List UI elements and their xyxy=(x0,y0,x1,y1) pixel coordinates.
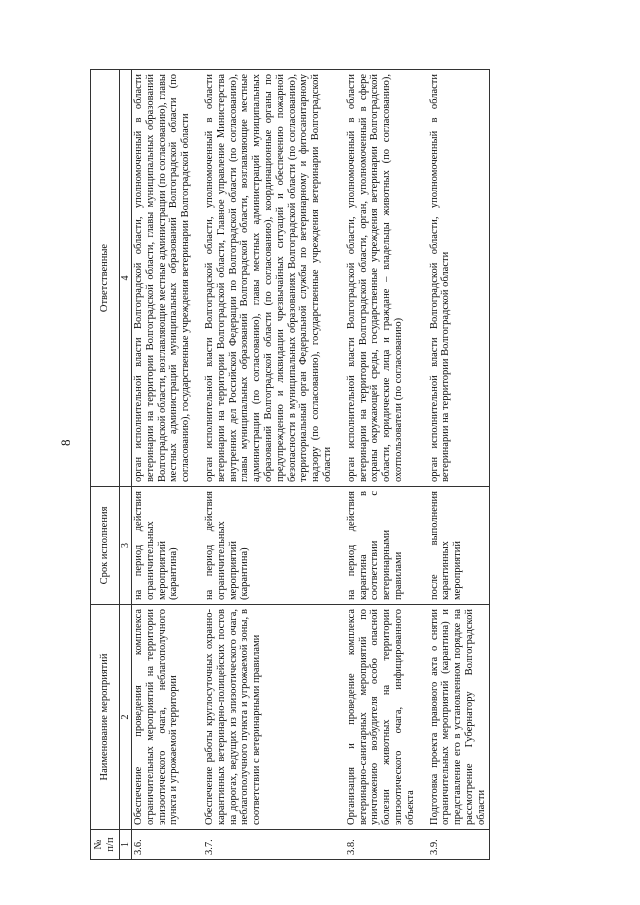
table-row xyxy=(203,70,335,860)
document-sheet xyxy=(90,70,624,860)
row-term: на период действия карантина в соответствии с ветеринарными правилами xyxy=(345,487,418,605)
row-number: 3.8. xyxy=(345,830,418,860)
header-term: Срок исполнения xyxy=(91,487,120,605)
row-measure: Обеспечение проведения комплекса ограничительных мероприятий на территории эпизоотического очага, неблагополучного пункта и угрожаемой территории xyxy=(132,605,193,830)
row-number: 3.7. xyxy=(203,830,335,860)
row-measure: Организация и проведение комплекса ветеринарно-санитарных мероприятий по уничтожению возбудителя особо опасной болезни животных на территории эпизоотического очага, инфицированного объекта xyxy=(345,605,418,830)
column-number: 4 xyxy=(120,70,132,487)
column-number: 3 xyxy=(120,487,132,605)
row-number: 3.9. xyxy=(428,830,489,860)
header-responsible: Ответственные xyxy=(91,70,120,487)
table-row xyxy=(132,70,193,860)
row-measure: Подготовка проекта правового акта о снятии ограничительных мероприятий (карантина) и представление его в установленном порядке на рассмотрение Губернатору Волгоградской области xyxy=(428,605,489,830)
row-term: на период действия ограничительных мероприятий (карантина) xyxy=(203,487,335,605)
row-responsible: орган исполнительной власти Волгоградской области, уполномоченный в области ветеринарии на территории Волгоградской области, главы муниципальных образований Волгоградской области, возглавляющие местные администрации (по согласованию), главы местных администраций муниципальных образований Волгоградской области (по согласованию), государственные учреждения ветеринарии Волгоградской области xyxy=(132,70,193,487)
table-header-row xyxy=(91,70,120,860)
row-term: на период действия ограничительных мероприятий (карантина) xyxy=(132,487,193,605)
row-responsible: орган исполнительной власти Волгоградской области, уполномоченный в области ветеринарии на территории Волгоградской области xyxy=(428,70,489,487)
header-name: Наименование мероприятий xyxy=(91,605,120,830)
row-number: 3.6. xyxy=(132,830,193,860)
row-responsible: орган исполнительной власти Волгоградской области, уполномоченный в области ветеринарии на территории Волгоградской области, орган, уполномоченный в сфере охраны окружающей среды, государственные учреждения ветеринарии Волгоградской области, юридические лица и граждане – владельцы животных (по согласованию), охотпользователи (по согласованию) xyxy=(345,70,418,487)
measures-table xyxy=(90,69,490,860)
table-row xyxy=(345,70,418,860)
column-number: 2 xyxy=(120,605,132,830)
table-row xyxy=(428,70,489,860)
row-measure: Обеспечение работы круглосуточных охранно-карантинных ветеринарно-полицейских постов на дорогах, ведущих из эпизоотического очага, неблагополучного пункта и угрожаемой зоны, в соответствии с ветеринарными правилами xyxy=(203,605,335,830)
column-numbers-row xyxy=(120,70,132,860)
row-term: после выполнения карантинных мероприятий xyxy=(428,487,489,605)
header-num: № п/п xyxy=(91,830,120,860)
row-responsible: орган исполнительной власти Волгоградской области, уполномоченный в области ветеринарии на территории Волгоградской области, Главное управление Министерства внутренних дел Российской Федерации по Волгоградской области (по согласованию), главы муниципальных образований Волгоградской области, возглавляющие местные администрации (по согласованию), главы местных администраций муниципальных образований Волгоградской области (по согласованию), координационные органы по предупреждению и ликвидации чрезвычайных ситуаций и обеспечению пожарной безопасности в муниципальных образованиях Волгоградской области (по согласованию), территориальный орган Федеральной службы по ветеринарному и фитосанитарному надзору (по согласованию), государственные учреждения ветеринарии Волгоградской области xyxy=(203,70,335,487)
column-number: 1 xyxy=(120,830,132,860)
page-number: 8 xyxy=(58,439,73,446)
